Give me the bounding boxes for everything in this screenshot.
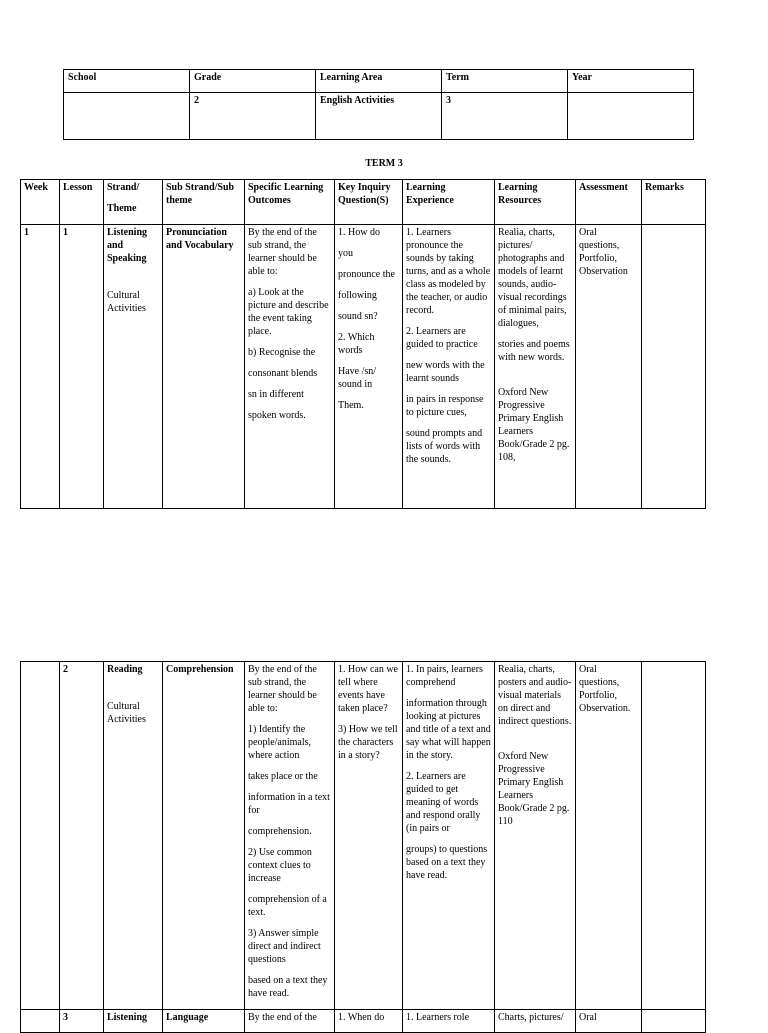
remarks-cell (642, 662, 706, 1010)
learning-area-header: Learning Area (316, 70, 442, 93)
week-cell (21, 662, 60, 1010)
table-row (21, 662, 706, 1010)
scheme-table-page1 (20, 179, 706, 509)
resources-cell: Charts, pictures/ (495, 1010, 576, 1033)
grade-value: 2 (190, 93, 316, 140)
col-assessment: Assessment (576, 180, 642, 225)
sub-strand-cell: Language (163, 1010, 245, 1033)
lesson-cell: 3 (60, 1010, 104, 1033)
col-remarks: Remarks (642, 180, 706, 225)
table-row (21, 1010, 706, 1033)
strand-cell: Listening and Speaking Cultural Activities (104, 225, 163, 509)
year-value (568, 93, 694, 140)
school-header: School (64, 70, 190, 93)
resources-cell: Realia, charts, pictures/ photographs and models of learnt sounds, audio-visual recordings of minimal pairs, dialogues, stories and poems with new words. Oxford New Progressive Primary English Learners Book/Grade 2 pg. 108, (495, 225, 576, 509)
col-resources: Learning Resources (495, 180, 576, 225)
school-info-table (63, 69, 694, 140)
remarks-cell (642, 225, 706, 509)
col-sub-strand: Sub Strand/Sub theme (163, 180, 245, 225)
col-outcomes: Specific Learning Outcomes (245, 180, 335, 225)
outcomes-cell: By the end of the sub strand, the learner should be able to: 1) Identify the people/animals, where action takes place or the information in a text for comprehension. 2) Use common context clues to increase comprehension of a text. 3) Answer simple direct and indirect questions based on a text they have read. (245, 662, 335, 1010)
assessment-cell: Oral questions, Portfolio, Observation (576, 225, 642, 509)
inquiry-cell: 1. How can we tell where events have taken place? 3) How we tell the characters in a story? (335, 662, 403, 1010)
col-inquiry: Key Inquiry Question(S) (335, 180, 403, 225)
term-header: Term (442, 70, 568, 93)
school-value (64, 93, 190, 140)
term-value: 3 (442, 93, 568, 140)
term-heading: TERM 3 (365, 158, 403, 169)
outcomes-cell: By the end of the sub strand, the learner should be able to: a) Look at the picture and describe the event taking place. b) Recognise the consonant blends sn in different spoken words. (245, 225, 335, 509)
scheme-table-page2 (20, 661, 706, 1033)
lesson-cell: 1 (60, 225, 104, 509)
week-cell: 1 (21, 225, 60, 509)
col-strand: Strand/ Theme (104, 180, 163, 225)
col-experience: Learning Experience (403, 180, 495, 225)
sub-strand-cell: Comprehension (163, 662, 245, 1010)
week-cell (21, 1010, 60, 1033)
outcomes-cell: By the end of the (245, 1010, 335, 1033)
strand-cell: Reading Cultural Activities (104, 662, 163, 1010)
sub-strand-cell: Pronunciation and Vocabulary (163, 225, 245, 509)
table-row (21, 225, 706, 509)
assessment-cell: Oral questions, Portfolio, Observation. (576, 662, 642, 1010)
lesson-cell: 2 (60, 662, 104, 1010)
resources-cell: Realia, charts, posters and audio-visual materials on direct and indirect questions. Oxford New Progressive Primary English Learners Book/Grade 2 pg. 110 (495, 662, 576, 1010)
strand-cell: Listening (104, 1010, 163, 1033)
inquiry-cell: 1. When do (335, 1010, 403, 1033)
col-lesson: Lesson (60, 180, 104, 225)
assessment-cell: Oral (576, 1010, 642, 1033)
learning-area-value: English Activities (316, 93, 442, 140)
year-header: Year (568, 70, 694, 93)
grade-header: Grade (190, 70, 316, 93)
experience-cell: 1. In pairs, learners comprehend information through looking at pictures and title of a text and say what will happen in the story. 2. Learners are guided to get meaning of words and respond orally (in pairs or groups) to questions based on a text they have read. (403, 662, 495, 1010)
col-week: Week (21, 180, 60, 225)
inquiry-cell: 1. How do you pronounce the following sound sn? 2. Which words Have /sn/ sound in Them. (335, 225, 403, 509)
remarks-cell (642, 1010, 706, 1033)
experience-cell: 1. Learners pronounce the sounds by taking turns, and as a whole class as modeled by the teacher, or audio record. 2. Learners are guided to practice new words with the learnt sounds in pairs in response to picture cues, sound prompts and lists of words with the sounds. (403, 225, 495, 509)
experience-cell: 1. Learners role (403, 1010, 495, 1033)
